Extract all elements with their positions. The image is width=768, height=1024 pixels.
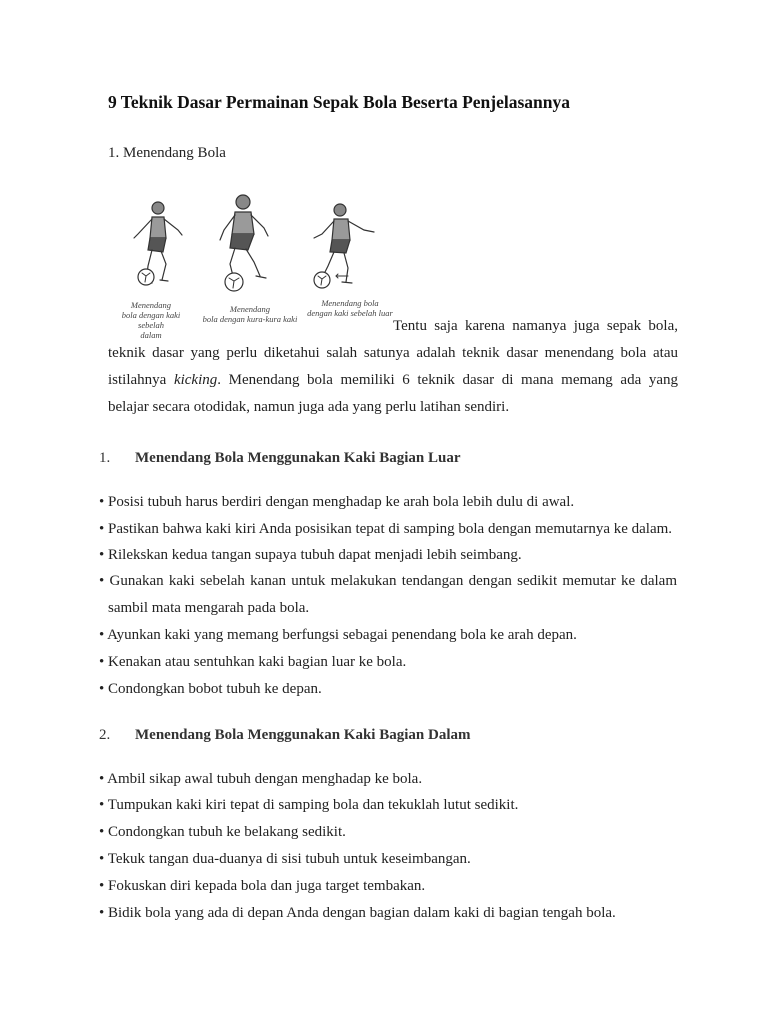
player-figure-2 xyxy=(220,195,268,281)
list-item: • Bidik bola yang ada di depan Anda dengan bagian dalam kaki di bagian tengah bola. xyxy=(99,905,616,921)
intro-line-1: Tentu saja karena namanya juga sepak bola, xyxy=(393,318,678,334)
player-figure-3 xyxy=(314,204,374,283)
list-item: • Condongkan bobot tubuh ke depan. xyxy=(99,681,322,697)
list-item: • Pastikan bahwa kaki kiri Anda posisikan tepat di samping bola dengan memutarnya ke dalam. xyxy=(99,521,673,537)
list-item: • Kenakan atau sentuhkan kaki bagian luar ke bola. xyxy=(99,654,407,670)
kicking-illustration xyxy=(108,190,396,340)
list-item: • Tekuk tangan dua-duanya di sisi tubuh untuk keseimbangan. xyxy=(99,851,471,867)
section-heading-2: 2. Menendang Bola Menggunakan Kaki Bagian Dalam xyxy=(99,727,471,743)
list-item: • Gunakan kaki sebelah kanan untuk melakukan tendangan dengan sedikit memutar ke dalam xyxy=(99,573,677,589)
section-heading-1: 1. Menendang Bola Menggunakan Kaki Bagian Luar xyxy=(99,450,461,466)
list-item: • Tumpukan kaki kiri tepat di samping bola dan tekuklah lutut sedikit. xyxy=(99,797,519,813)
caption-1: Menendang bola dengan kaki sebelah dalam xyxy=(121,300,181,340)
page-title: 9 Teknik Dasar Permainan Sepak Bola Beserta Penjelasannya xyxy=(108,92,571,112)
intro-line-4: belajar secara otodidak, namun juga ada yang perlu latihan sendiri. xyxy=(108,399,510,415)
list-item: • Fokuskan diri kepada bola dan juga target tembakan. xyxy=(99,878,426,894)
intro-line-3: istilahnya kicking. Menendang bola memiliki 6 teknik dasar di mana memang ada yang xyxy=(108,372,679,388)
list-item: • Ambil sikap awal tubuh dengan menghadap ke bola. xyxy=(99,771,423,787)
list-item: • Rilekskan kedua tangan supaya tubuh dapat menjadi lebih seimbang. xyxy=(99,547,522,563)
list-item-continuation: sambil mata mengarah pada bola. xyxy=(108,600,310,616)
list-item: • Posisi tubuh harus berdiri dengan menghadap ke arah bola lebih dulu di awal. xyxy=(99,494,575,510)
caption-3: Menendang bola dengan kaki sebelah luar xyxy=(307,298,393,318)
intro-line-2: teknik dasar yang perlu diketahui salah satunya adalah teknik dasar menendang bola atau xyxy=(108,345,678,361)
list-item: • Condongkan tubuh ke belakang sedikit. xyxy=(99,824,346,840)
list-item: • Ayunkan kaki yang memang berfungsi sebagai penendang bola ke arah depan. xyxy=(99,627,577,643)
section-title-menendang-bola: 1. Menendang Bola xyxy=(108,145,226,161)
caption-2: Menendang bola dengan kura-kura kaki xyxy=(202,304,298,324)
